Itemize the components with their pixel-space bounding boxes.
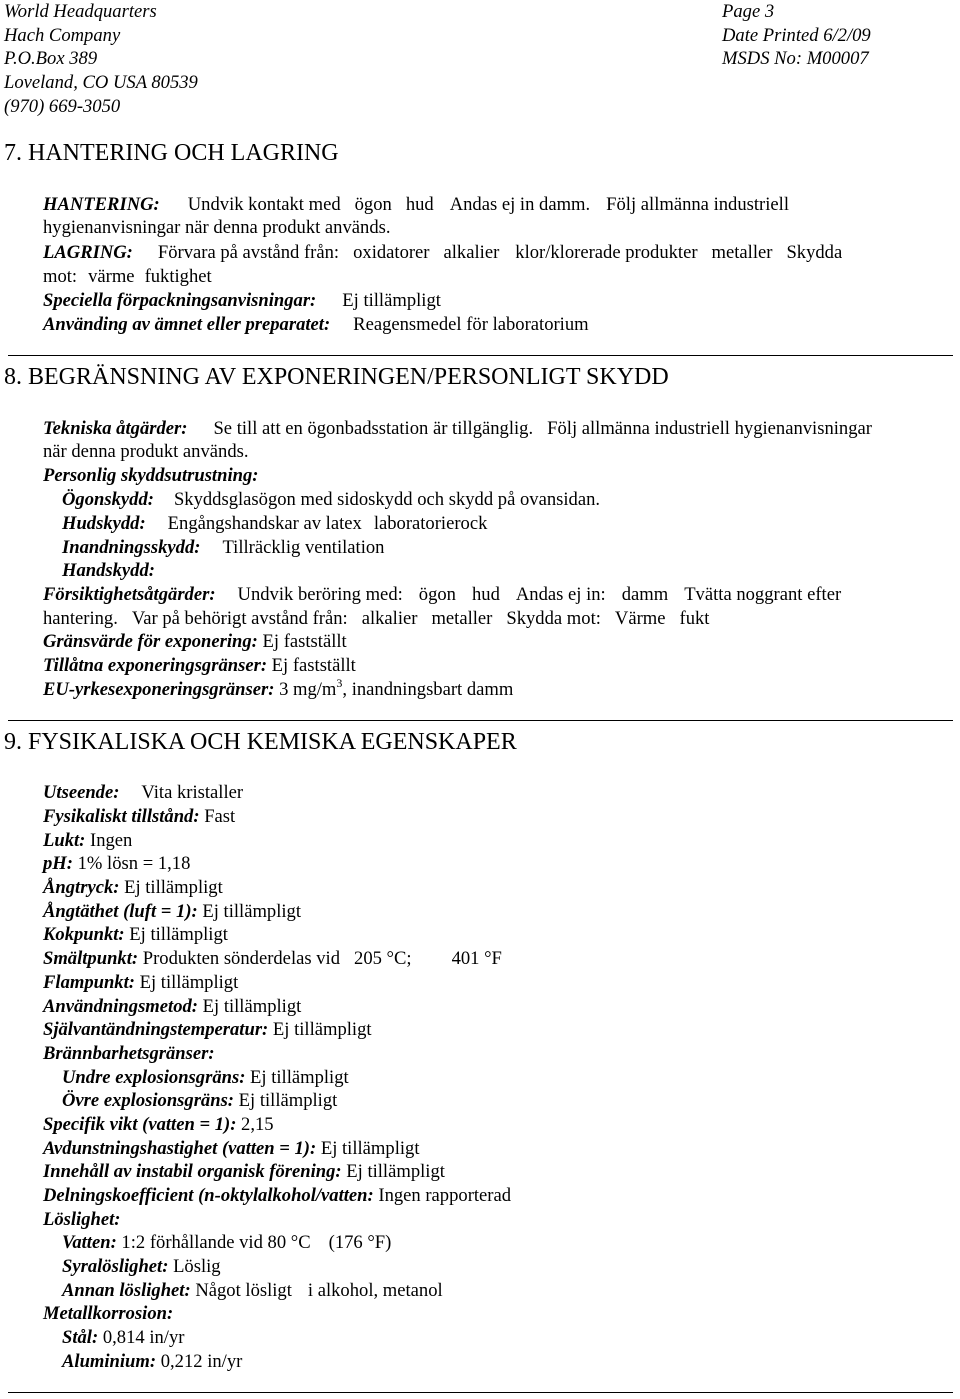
s8-eye-label: Ögonskydd: xyxy=(62,489,154,510)
s8-prec-label: Försiktighetsåtgärder: xyxy=(43,584,216,605)
s8-tech-a: Se till att en ögonbadsstation är tillgänglig. xyxy=(213,418,534,439)
s9-uel-label: Övre explosionsgräns: xyxy=(62,1090,235,1111)
s9-sg-label: Specifik vikt (vatten = 1): xyxy=(43,1114,237,1135)
header-org-line2: Hach Company xyxy=(4,24,121,46)
s9-method xyxy=(43,995,301,1019)
s9-ph-value: 1% lösn = 1,18 xyxy=(77,853,191,874)
s7-storage-cont-c: fuktighet xyxy=(144,266,212,287)
s9-odor xyxy=(43,829,132,853)
s9-mp-value-b: 205 °C; xyxy=(354,948,412,969)
divider xyxy=(8,355,953,356)
s9-method-label: Användningsmetod: xyxy=(43,996,198,1017)
s7-handling-cont: hygienanvisningar när denna produkt används. xyxy=(43,217,391,238)
header-company xyxy=(4,0,198,119)
s7-use-line xyxy=(43,313,589,337)
s9-state-value: Fast xyxy=(204,806,236,827)
s7-storage-c: alkalier xyxy=(443,242,500,263)
s8-prec-cont-a: hantering. xyxy=(43,608,118,629)
s8-limit-label: Gränsvärde för exponering: xyxy=(43,631,258,652)
s9-state-label: Fysikaliskt tillstånd: xyxy=(43,806,200,827)
s9-water-value-a: 1:2 förhållande vid 80 °C xyxy=(121,1232,311,1253)
header-org-line1: World Headquarters xyxy=(4,1,157,22)
header-org-line4: Loveland, CO USA 80539 xyxy=(4,72,198,94)
s8-inhal-line xyxy=(62,536,384,560)
s7-storage-e: metaller xyxy=(711,242,773,263)
s8-eye-line xyxy=(62,488,600,512)
s8-prec-d: Andas ej in: xyxy=(515,584,606,605)
s9-vd-label: Ångtäthet (luft = 1): xyxy=(43,901,198,922)
s7-storage-cont xyxy=(43,265,212,289)
s9-uel-value: Ej tillämpligt xyxy=(238,1090,338,1111)
s8-limit-line xyxy=(43,630,347,654)
s8-tech-label: Tekniska åtgärder: xyxy=(43,418,188,439)
s9-fp-value: Ej tillämpligt xyxy=(139,972,239,993)
s9-evap-value: Ej tillämpligt xyxy=(320,1138,420,1159)
s9-specific-gravity xyxy=(43,1113,274,1137)
s7-handling-c: hud xyxy=(405,194,434,215)
s8-prec-f: Tvätta noggrant efter xyxy=(684,584,842,605)
s9-mp-value-c: 401 °F xyxy=(451,948,502,969)
s9-appearance-value: Vita kristaller xyxy=(141,782,244,803)
s8-prec-e: damm xyxy=(621,584,669,605)
s7-special-label: Speciella förpackningsanvisningar: xyxy=(43,290,317,311)
s8-eu-value-b: , inandningsbart damm xyxy=(342,679,514,700)
s9-part-value: Ingen rapporterad xyxy=(378,1185,512,1206)
s8-prec-cont-c: alkalier xyxy=(361,608,418,629)
s9-sol-label: Löslighet: xyxy=(43,1209,121,1230)
s9-al-label: Aluminium: xyxy=(62,1351,157,1372)
s9-partition xyxy=(43,1184,511,1208)
s9-steel-value: 0,814 in/yr xyxy=(102,1327,185,1348)
s8-ppe-label: Personlig skyddsutrustning: xyxy=(43,465,259,486)
s7-handling-b: ögon xyxy=(354,194,392,215)
s9-state xyxy=(43,805,235,829)
s8-prec-cont xyxy=(43,607,709,631)
s9-sg-value: 2,15 xyxy=(241,1114,274,1135)
s9-vapor-pressure xyxy=(43,876,223,900)
s9-appearance xyxy=(43,781,243,805)
s7-handling-e: Följ allmänna industriell xyxy=(606,194,789,215)
s9-steel xyxy=(62,1326,184,1350)
s8-inhal-label: Inandningsskydd: xyxy=(62,537,201,558)
s7-storage-cont-b: värme xyxy=(88,266,135,287)
s9-evap-label: Avdunstningshastighet (vatten = 1): xyxy=(43,1138,317,1159)
s9-acid-label: Syralöslighet: xyxy=(62,1256,169,1277)
s7-storage-cont-a: mot: xyxy=(43,266,78,287)
s9-steel-label: Stål: xyxy=(62,1327,99,1348)
s9-mp-label: Smältpunkt: xyxy=(43,948,139,969)
s8-allowed-label: Tillåtna exponeringsgränser: xyxy=(43,655,268,676)
s9-autoign-value: Ej tillämpligt xyxy=(272,1019,372,1040)
s9-lel-value: Ej tillämpligt xyxy=(250,1067,349,1088)
s9-flam-label: Brännbarhetsgränser: xyxy=(43,1043,215,1064)
s9-voc-label: Innehåll av instabil organisk förening: xyxy=(43,1161,342,1182)
s7-handling-label: HANTERING: xyxy=(43,194,160,215)
s9-melting-point xyxy=(43,947,502,971)
header-page: Page 3 xyxy=(722,1,775,22)
s9-other-value-a: Något lösligt xyxy=(195,1280,292,1301)
s7-use-value: Reagensmedel för laboratorium xyxy=(353,314,589,335)
s9-vp-label: Ångtryck: xyxy=(43,877,120,898)
header-msds-no: MSDS No: M00007 xyxy=(722,48,869,70)
s7-use-label: Använding av ämnet eller preparatet: xyxy=(43,314,331,335)
s8-prec-c: hud xyxy=(471,584,500,605)
s9-evaporation xyxy=(43,1137,420,1161)
s9-appearance-label: Utseende: xyxy=(43,782,120,803)
s8-prec-line xyxy=(43,583,841,607)
s9-corr-label: Metallkorrosion: xyxy=(43,1303,174,1324)
s7-storage-f: Skydda xyxy=(786,242,843,263)
s8-prec-a: Undvik beröring med: xyxy=(237,584,403,605)
s9-vapor-density xyxy=(43,900,301,924)
s9-mp-value-a: Produkten sönderdelas vid xyxy=(142,948,341,969)
s8-tech-cont: när denna produkt används. xyxy=(43,441,249,462)
s7-handling-a: Undvik kontakt med xyxy=(187,194,341,215)
s9-voc xyxy=(43,1160,445,1184)
s8-eye-value: Skyddsglasögon med sidoskydd och skydd på ovansidan. xyxy=(173,489,601,510)
s8-limit-value: Ej fastställt xyxy=(262,631,347,652)
s9-boiling-point xyxy=(43,923,228,947)
s8-prec-cont-e: Skydda mot: xyxy=(506,608,601,629)
s9-lel-label: Undre explosionsgräns: xyxy=(62,1067,246,1088)
s7-storage-line xyxy=(43,241,842,265)
s7-special-value: Ej tillämpligt xyxy=(342,290,441,311)
s9-ph xyxy=(43,852,190,876)
s9-al-value: 0,212 in/yr xyxy=(160,1351,243,1372)
s7-handling-d: Andas ej in damm. xyxy=(449,194,591,215)
s7-storage-d: klor/klorerade produkter xyxy=(515,242,698,263)
s9-other-value-b: i alkohol, metanol xyxy=(307,1280,443,1301)
s8-hand-label: Handskydd: xyxy=(62,560,155,581)
section-7-title: 7. HANTERING OCH LAGRING xyxy=(4,140,339,166)
s8-eu-sup: 3 xyxy=(336,676,343,690)
s8-prec-cont-d: metaller xyxy=(431,608,493,629)
s8-skin-a: Engångshandskar av latex xyxy=(167,513,362,534)
s9-vp-value: Ej tillämpligt xyxy=(124,877,223,898)
s8-eu-label: EU-yrkesexponeringsgränser: xyxy=(43,679,275,700)
divider xyxy=(8,1392,953,1393)
s8-inhal-value: Tillräcklig ventilation xyxy=(222,537,385,558)
s9-voc-value: Ej tillämpligt xyxy=(346,1161,445,1182)
section-8-title: 8. BEGRÄNSNING AV EXPONERINGEN/PERSONLIGT SKYDD xyxy=(4,364,669,390)
s9-aluminium xyxy=(62,1350,242,1374)
s9-ph-label: pH: xyxy=(43,853,73,874)
s9-bp-value: Ej tillämpligt xyxy=(129,924,228,945)
s9-acid xyxy=(62,1255,221,1279)
s9-vd-value: Ej tillämpligt xyxy=(202,901,302,922)
s8-prec-cont-g: fukt xyxy=(679,608,710,629)
s8-eu-value-a: 3 mg/m xyxy=(279,679,337,700)
s8-prec-cont-f: Värme xyxy=(614,608,666,629)
s9-part-label: Delningskoefficient (n-oktylalkohol/vatten: xyxy=(43,1185,374,1206)
s8-prec-b: ögon xyxy=(418,584,456,605)
header-org-line5: (970) 669-3050 xyxy=(4,95,121,117)
divider xyxy=(8,720,953,721)
s7-handling-line xyxy=(43,193,789,217)
s9-autoignition xyxy=(43,1018,372,1042)
s9-odor-label: Lukt: xyxy=(43,830,86,851)
s7-special-line xyxy=(43,289,441,313)
s9-flash-point xyxy=(43,971,238,995)
s8-eu-line xyxy=(43,678,513,702)
header-org-line3: P.O.Box 389 xyxy=(4,48,98,70)
s8-allowed-line xyxy=(43,654,356,678)
s9-other-label: Annan löslighet: xyxy=(62,1280,191,1301)
s8-skin-b: laboratorierock xyxy=(373,513,488,534)
s8-prec-cont-b: Var på behörigt avstånd från: xyxy=(131,608,348,629)
s9-water-value-b: (176 °F) xyxy=(328,1232,392,1253)
s8-allowed-value: Ej fastställt xyxy=(271,655,356,676)
s9-lel xyxy=(62,1066,349,1090)
s8-skin-line xyxy=(62,512,487,536)
s9-water xyxy=(62,1231,391,1255)
header-date-printed: Date Printed 6/2/09 xyxy=(722,24,871,46)
s9-acid-value: Löslig xyxy=(173,1256,221,1277)
s8-tech-b: Följ allmänna industriell hygienanvisningar xyxy=(547,418,872,439)
s9-water-label: Vatten: xyxy=(62,1232,117,1253)
s8-tech-line xyxy=(43,417,872,441)
s9-bp-label: Kokpunkt: xyxy=(43,924,125,945)
section-9-title: 9. FYSIKALISKA OCH KEMISKA EGENSKAPER xyxy=(4,729,517,755)
s7-storage-a: Förvara på avstånd från: xyxy=(157,242,340,263)
s9-autoign-label: Självantändningstemperatur: xyxy=(43,1019,269,1040)
s9-odor-value: Ingen xyxy=(90,830,133,851)
s8-skin-label: Hudskydd: xyxy=(62,513,146,534)
s7-storage-b: oxidatorer xyxy=(353,242,430,263)
s9-other-sol xyxy=(62,1279,443,1303)
header-doc-info xyxy=(722,0,871,71)
s9-fp-label: Flampunkt: xyxy=(43,972,135,993)
s7-storage-label: LAGRING: xyxy=(43,242,133,263)
s9-uel xyxy=(62,1089,337,1113)
s9-method-value: Ej tillämpligt xyxy=(202,996,302,1017)
